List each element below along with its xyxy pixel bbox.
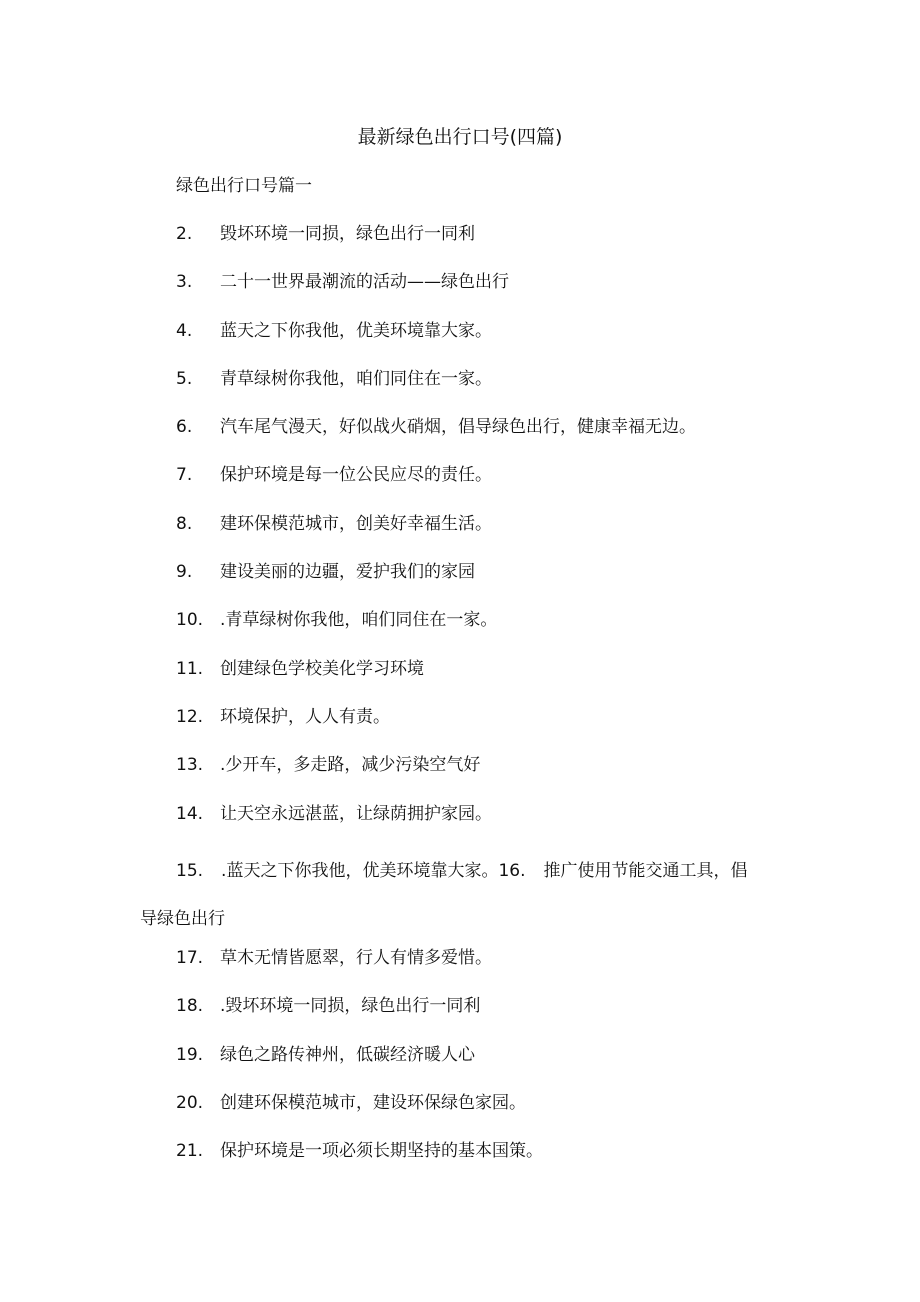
item-number: 21. [176, 1141, 204, 1162]
page-title: 最新绿色出行口号(四篇) [357, 126, 563, 148]
list-item [176, 991, 796, 1039]
list-item [176, 1136, 796, 1184]
item-number: 3. [176, 272, 193, 293]
list-item [176, 412, 796, 460]
list-item [176, 799, 796, 847]
list-item [176, 943, 796, 991]
item-number: 18. [176, 996, 204, 1017]
item-number: 14. [176, 803, 204, 824]
item-text: 草木无情皆愿翠，行人有情多爱惜。 [220, 948, 492, 968]
item-text: 保护环境是每一位公民应尽的责任。 [220, 465, 492, 486]
item-number: 7. [176, 465, 193, 486]
list-item [176, 702, 796, 750]
list-item [176, 605, 796, 653]
list-item [176, 750, 796, 798]
list-item [176, 364, 796, 412]
list-item [176, 460, 796, 508]
list-item [176, 267, 796, 315]
item-text: 汽车尾气漫天，好似战火硝烟，倡导绿色出行，健康幸福无边。 [220, 417, 696, 438]
item-text: 建环保模范城市，创美好幸福生活。 [220, 513, 492, 534]
item-text: 创建环保模范城市，建设环保绿色家园。 [220, 1092, 526, 1113]
item-text: 二十一世界最潮流的活动——绿色出行 [220, 272, 509, 293]
slogan-list-lower [176, 943, 796, 1184]
item-number: 12. [176, 706, 204, 727]
list-item [176, 654, 796, 702]
item-text: .少开车，多走路，减少污染空气好 [220, 755, 481, 776]
item-number: 10. [176, 610, 204, 631]
list-item [176, 316, 796, 364]
item-text: .蓝天之下你我他，优美环境靠大家。 [221, 861, 499, 881]
item-number: 17. [176, 948, 204, 968]
item-text: 青草绿树你我他，咱们同住在一家。 [220, 368, 492, 389]
item-text: 建设美丽的边疆，爱护我们的家园 [220, 562, 475, 583]
section-heading: 绿色出行口号篇一 [176, 176, 312, 196]
item-number: 8. [176, 513, 193, 534]
slogan-paragraph-15-16 [140, 847, 800, 944]
item-text: .青草绿树你我他，咱们同住在一家。 [220, 610, 498, 631]
paragraph-continuation: 导绿色出行 [140, 909, 225, 930]
list-item [176, 557, 796, 605]
item-number: 9. [176, 562, 193, 583]
slogan-list-upper [176, 219, 796, 847]
list-item [176, 509, 796, 557]
item-text: .毁坏环境一同损，绿色出行一同利 [220, 996, 481, 1017]
item-text: 让天空永远湛蓝，让绿荫拥护家园。 [220, 803, 492, 824]
item-number: 16. [498, 861, 526, 881]
item-number: 19. [176, 1044, 204, 1065]
item-text: 创建绿色学校美化学习环境 [220, 658, 424, 679]
item-text: 绿色之路传神州，低碳经济暖人心 [220, 1044, 475, 1065]
item-text: 环境保护，人人有责。 [220, 706, 390, 727]
item-number: 20. [176, 1092, 204, 1113]
list-item [176, 1088, 796, 1136]
item-number: 2. [176, 224, 193, 244]
item-number: 11. [176, 658, 204, 679]
item-text: 毁坏环境一同损，绿色出行一同利 [220, 224, 475, 244]
item-number: 15. [176, 861, 204, 881]
item-number: 6. [176, 417, 193, 438]
paragraph-first-line [140, 847, 800, 895]
list-item [176, 219, 796, 267]
item-text: 保护环境是一项必须长期坚持的基本国策。 [220, 1141, 543, 1162]
item-number: 5. [176, 368, 193, 389]
item-text: 推广使用节能交通工具，倡 [543, 861, 748, 881]
item-text: 蓝天之下你我他，优美环境靠大家。 [220, 320, 492, 341]
item-number: 4. [176, 320, 193, 341]
item-number: 13. [176, 755, 204, 776]
list-item [176, 1040, 796, 1088]
